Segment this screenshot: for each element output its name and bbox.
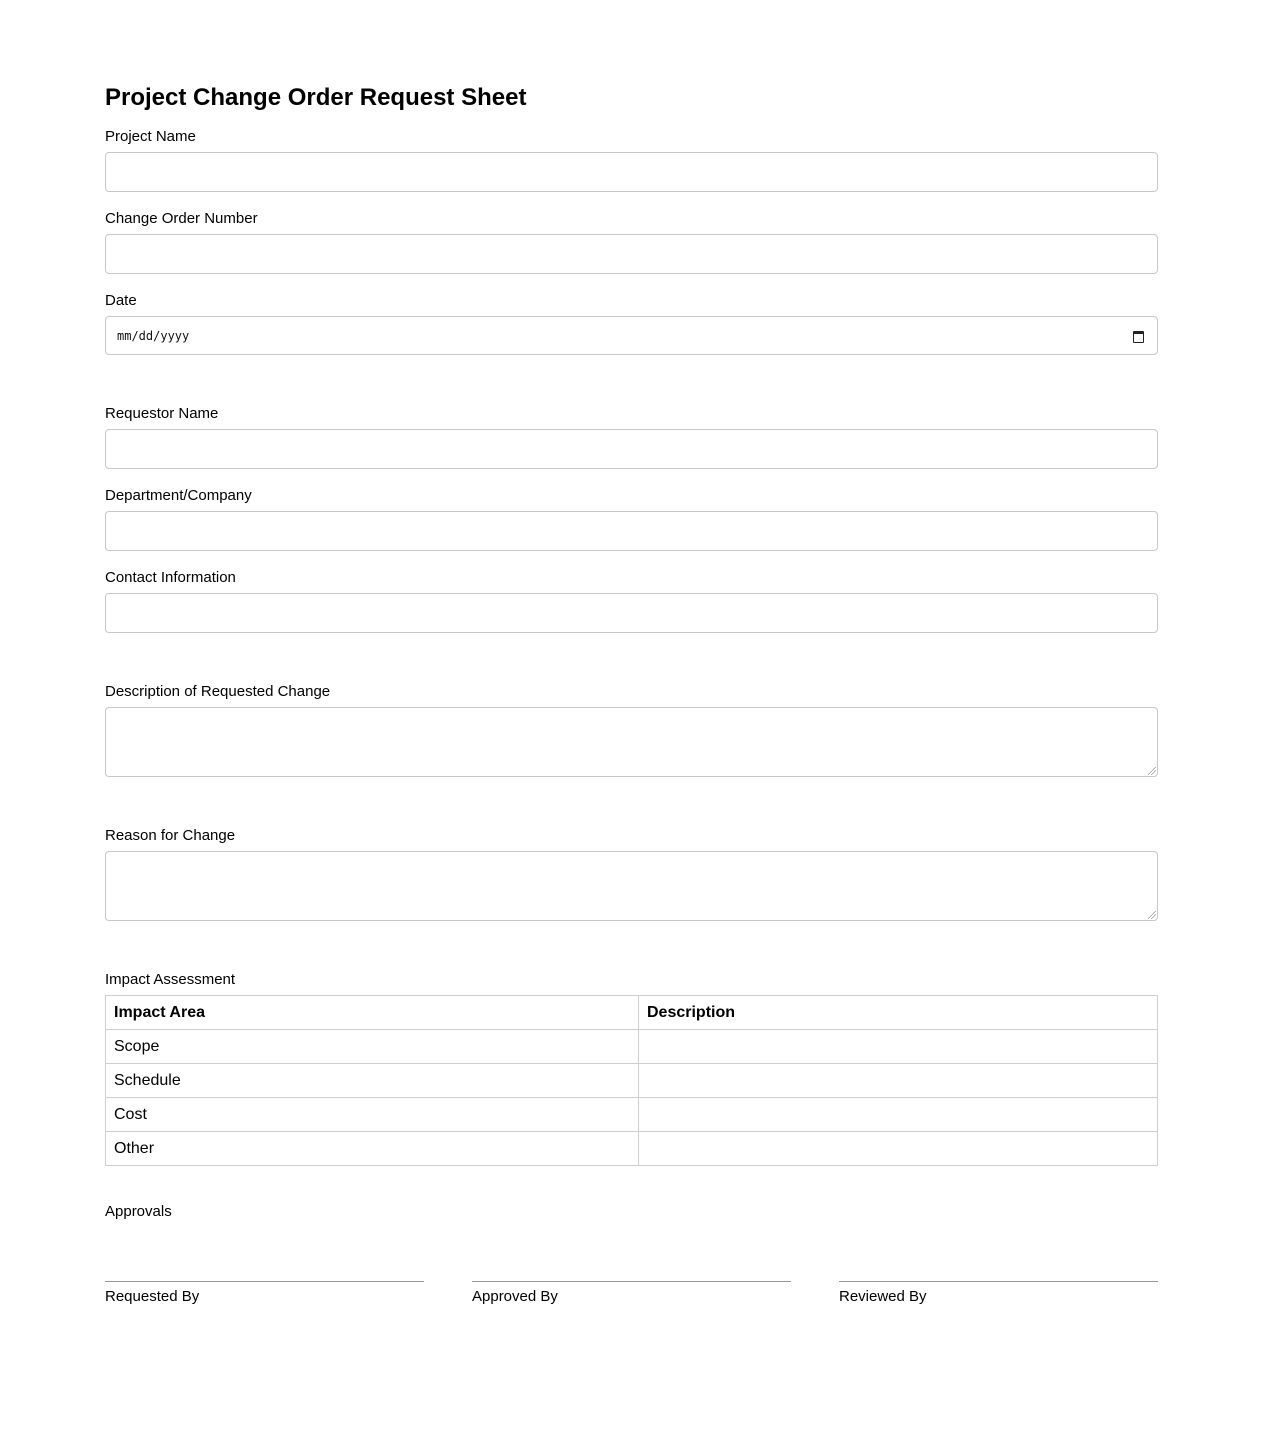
table-row — [106, 1132, 1158, 1166]
reason-textarea[interactable] — [105, 851, 1158, 921]
impact-area-cell: Other — [106, 1132, 639, 1166]
signature-label: Approved By — [472, 1288, 558, 1304]
contact-information-input[interactable] — [105, 593, 1158, 633]
impact-area-cell: Scope — [106, 1030, 639, 1064]
table-header-row — [106, 996, 1158, 1030]
resize-grip-icon[interactable] — [1148, 767, 1156, 775]
change-order-number-input[interactable] — [105, 234, 1158, 274]
requestor-name-input[interactable] — [105, 429, 1158, 469]
department-company-input[interactable] — [105, 511, 1158, 551]
date-placeholder: mm/dd/yyyy — [117, 328, 190, 343]
description-label: Description of Requested Change — [105, 683, 331, 700]
calendar-icon[interactable] — [1132, 329, 1145, 342]
department-company-label: Department/Company — [105, 487, 252, 504]
impact-area-cell: Schedule — [106, 1064, 639, 1098]
column-header-description: Description — [639, 996, 1158, 1030]
signature-approved-by[interactable] — [472, 1281, 791, 1304]
signature-label: Reviewed By — [839, 1288, 927, 1304]
project-name-input[interactable] — [105, 152, 1158, 192]
description-textarea[interactable] — [105, 707, 1158, 777]
impact-area-cell: Cost — [106, 1098, 639, 1132]
project-name-label: Project Name — [105, 128, 196, 145]
signature-label: Requested By — [105, 1288, 200, 1304]
signature-reviewed-by[interactable] — [839, 1281, 1158, 1304]
date-input[interactable] — [105, 316, 1158, 355]
table-row — [106, 1098, 1158, 1132]
impact-description-cell[interactable] — [639, 1064, 1158, 1098]
table-row — [106, 1064, 1158, 1098]
impact-description-cell[interactable] — [639, 1098, 1158, 1132]
requestor-name-label: Requestor Name — [105, 405, 219, 422]
impact-assessment-label: Impact Assessment — [105, 971, 236, 988]
change-order-number-label: Change Order Number — [105, 210, 258, 227]
impact-description-cell[interactable] — [639, 1030, 1158, 1064]
reason-label: Reason for Change — [105, 827, 236, 844]
contact-information-label: Contact Information — [105, 569, 236, 586]
page-title: Project Change Order Request Sheet — [105, 84, 527, 111]
table-row — [106, 1030, 1158, 1064]
column-header-impact-area: Impact Area — [106, 996, 639, 1030]
impact-assessment-table — [105, 995, 1158, 1166]
signature-requested-by[interactable] — [105, 1281, 424, 1304]
impact-description-cell[interactable] — [639, 1132, 1158, 1166]
approvals-label: Approvals — [105, 1203, 172, 1220]
date-label: Date — [105, 292, 137, 309]
resize-grip-icon[interactable] — [1148, 911, 1156, 919]
